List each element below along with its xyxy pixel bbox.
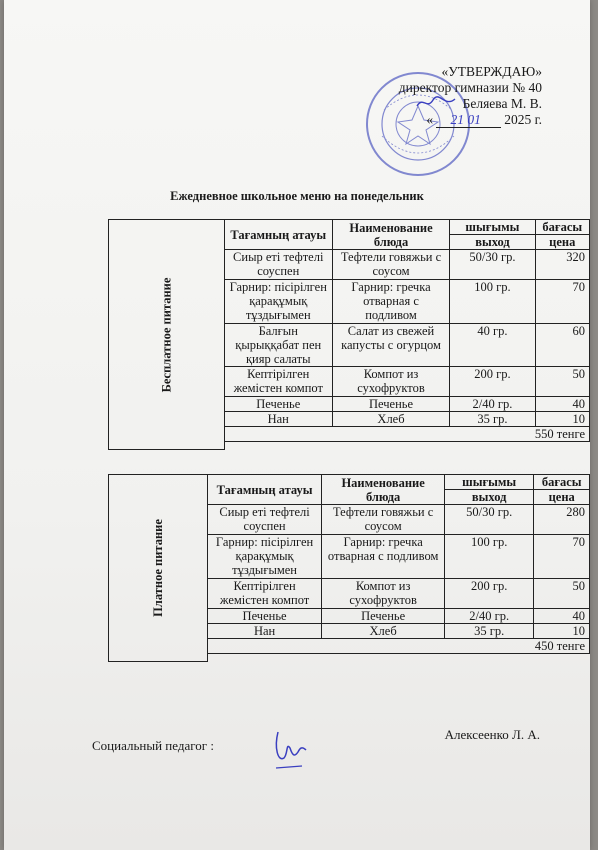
col-yield-ru: выход bbox=[444, 490, 533, 505]
free-total: 550 тенге bbox=[224, 427, 589, 442]
col-price-kz: бағасы bbox=[535, 220, 589, 235]
paid-total: 450 тенге bbox=[207, 639, 589, 654]
free-meals-side-label: Бесплатное питание bbox=[109, 220, 225, 450]
col-name-ru: Наименование блюда bbox=[332, 220, 450, 250]
paid-meals-side-label: Платное питание bbox=[109, 475, 208, 662]
table-row: Сиыр еті тефтелі соуспен Тефтели говяжьи с соусом 50/30 гр. 280 bbox=[109, 505, 590, 535]
paid-meals-table bbox=[108, 474, 590, 662]
col-price-ru: цена bbox=[535, 235, 589, 250]
header-row bbox=[109, 220, 590, 235]
director-signature bbox=[415, 96, 459, 110]
approve-heading: «УТВЕРЖДАЮ» bbox=[441, 64, 542, 79]
col-price-ru: цена bbox=[534, 490, 590, 505]
table-row: Гарнир: пісірілген қарақұмық тұздығымен Гарнир: гречка отварная с подливом 100 гр. 70 bbox=[109, 535, 590, 579]
col-name-kz: Тағамның атауы bbox=[224, 220, 332, 250]
pedagogue-signature bbox=[272, 728, 312, 772]
col-yield-ru: выход bbox=[450, 235, 535, 250]
approver-name: Беляева М. В. bbox=[462, 96, 542, 111]
header-row bbox=[109, 475, 590, 490]
date-year: 2025 г. bbox=[504, 112, 542, 127]
col-name-ru: Наименование блюда bbox=[322, 475, 445, 505]
approval-date: « 21 01 2025 г. bbox=[426, 112, 542, 127]
approval-block bbox=[399, 64, 542, 128]
table-row: Печенье Печенье 2/40 гр. 40 bbox=[109, 609, 590, 624]
col-name-kz: Тағамның атауы bbox=[207, 475, 321, 505]
free-meals-table bbox=[108, 219, 590, 450]
table-row: Сиыр еті тефтелі соуспен Тефтели говяжьи с соусом 50/30 гр. 320 bbox=[109, 250, 590, 280]
table-row: Балғын қырыққабат пен қияр салаты Салат из свежей капусты с огурцом 40 гр. 60 bbox=[109, 324, 590, 367]
table-row: Печенье Печенье 2/40 гр. 40 bbox=[109, 397, 590, 412]
table-row: Нан Хлеб 35 гр. 10 bbox=[109, 412, 590, 427]
social-pedagogue-label: Социальный педагог : bbox=[92, 738, 214, 753]
pedagogue-name: Алексеенко Л. А. bbox=[444, 727, 540, 742]
table-row: Гарнир: пісірілген қарақұмық тұздығымен Гарнир: гречка отварная с подливом 100 гр. 70 bbox=[109, 280, 590, 324]
document-sheet bbox=[4, 0, 590, 850]
col-yield-kz: шығымы bbox=[450, 220, 535, 235]
approver-position: директор гимназии № 40 bbox=[398, 80, 542, 95]
table-row: Кептірілген жемістен компот Компот из сухофруктов 200 гр. 50 bbox=[109, 367, 590, 397]
col-yield-kz: шығымы bbox=[444, 475, 533, 490]
handwritten-date: 21 01 bbox=[436, 112, 500, 128]
table-row: Нан Хлеб 35 гр. 10 bbox=[109, 624, 590, 639]
approver-signature-line bbox=[399, 96, 542, 112]
col-price-kz: бағасы bbox=[534, 475, 590, 490]
table-row: Кептірілген жемістен компот Компот из сухофруктов 200 гр. 50 bbox=[109, 579, 590, 609]
page-title: Ежедневное школьное меню на понедельник bbox=[170, 189, 424, 203]
